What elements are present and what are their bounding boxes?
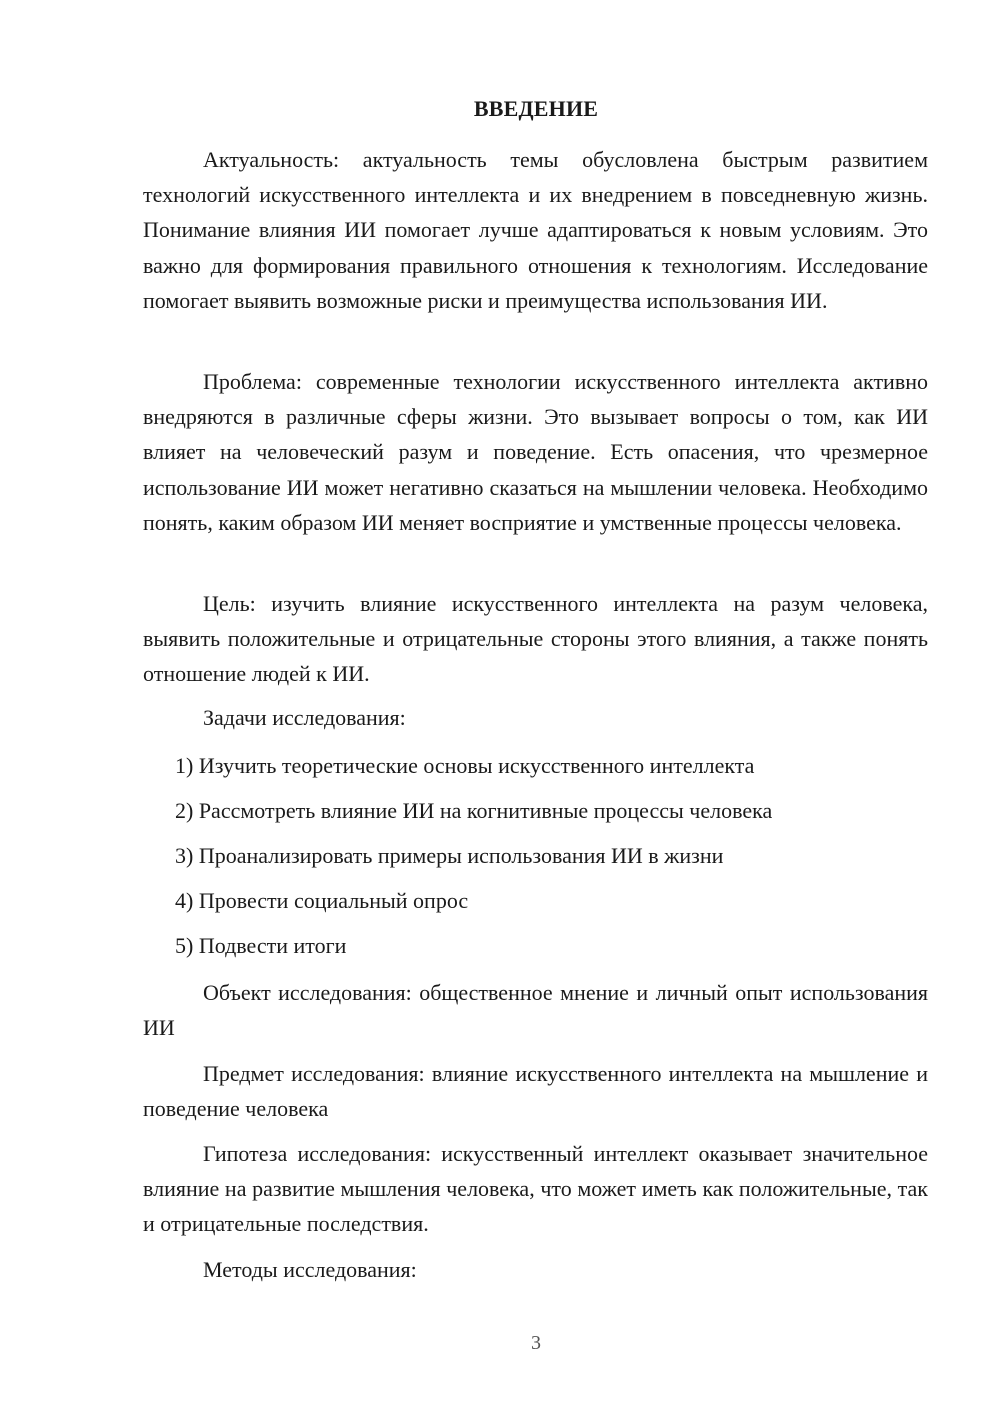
paragraph-relevance: Актуальность: актуальность темы обусловлена быстрым развитием технологий искусственного интеллекта и их внедрением в повседневную жизнь. Понимание влияния ИИ помогает лучше адаптироваться к новым условиям. Это важно для формирования правильного отношения к технологиям. Исследование помогает выявить возможные риски и преимущества использования ИИ.	[143, 147, 928, 313]
paragraph-subject: Предмет исследования: влияние искусственного интеллекта на мышление и поведение человека	[143, 1061, 928, 1122]
paragraph-object: Объект исследования: общественное мнение и личный опыт использования ИИ	[143, 980, 928, 1041]
page-title: ВВЕДЕНИЕ	[473, 96, 599, 121]
paragraph-hypothesis: Гипотеза исследования: искусственный интеллект оказывает значительное влияние на развитие мышления человека, что может иметь как положительные, так и отрицательные последствия.	[143, 1141, 928, 1237]
list-item: 5) Подвести итоги	[175, 933, 347, 958]
paragraph-problem: Проблема: современные технологии искусственного интеллекта активно внедряются в различные сферы жизни. Это вызывает вопросы о том, как ИИ влияет на человеческий разум и поведение. Есть опасения, что чрезмерное использование ИИ может негативно сказаться на мышлении человека. Необходимо понять, каким образом ИИ меняет восприятие и умственные процессы человека.	[143, 369, 928, 535]
list-item: 2) Рассмотреть влияние ИИ на когнитивные процессы человека	[175, 798, 773, 823]
list-item: 3) Проанализировать примеры использования ИИ в жизни	[175, 843, 724, 868]
tasks-title: Задачи исследования:	[203, 705, 406, 730]
paragraph-goal: Цель: изучить влияние искусственного интеллекта на разум человека, выявить положительные и отрицательные стороны этого влияния, а также понять отношение людей к ИИ.	[143, 591, 928, 687]
list-item: 4) Провести социальный опрос	[175, 888, 469, 913]
list-item: 1) Изучить теоретические основы искусственного интеллекта	[175, 753, 755, 778]
page-number: 3	[531, 1332, 541, 1354]
methods-title: Методы исследования:	[203, 1257, 417, 1282]
